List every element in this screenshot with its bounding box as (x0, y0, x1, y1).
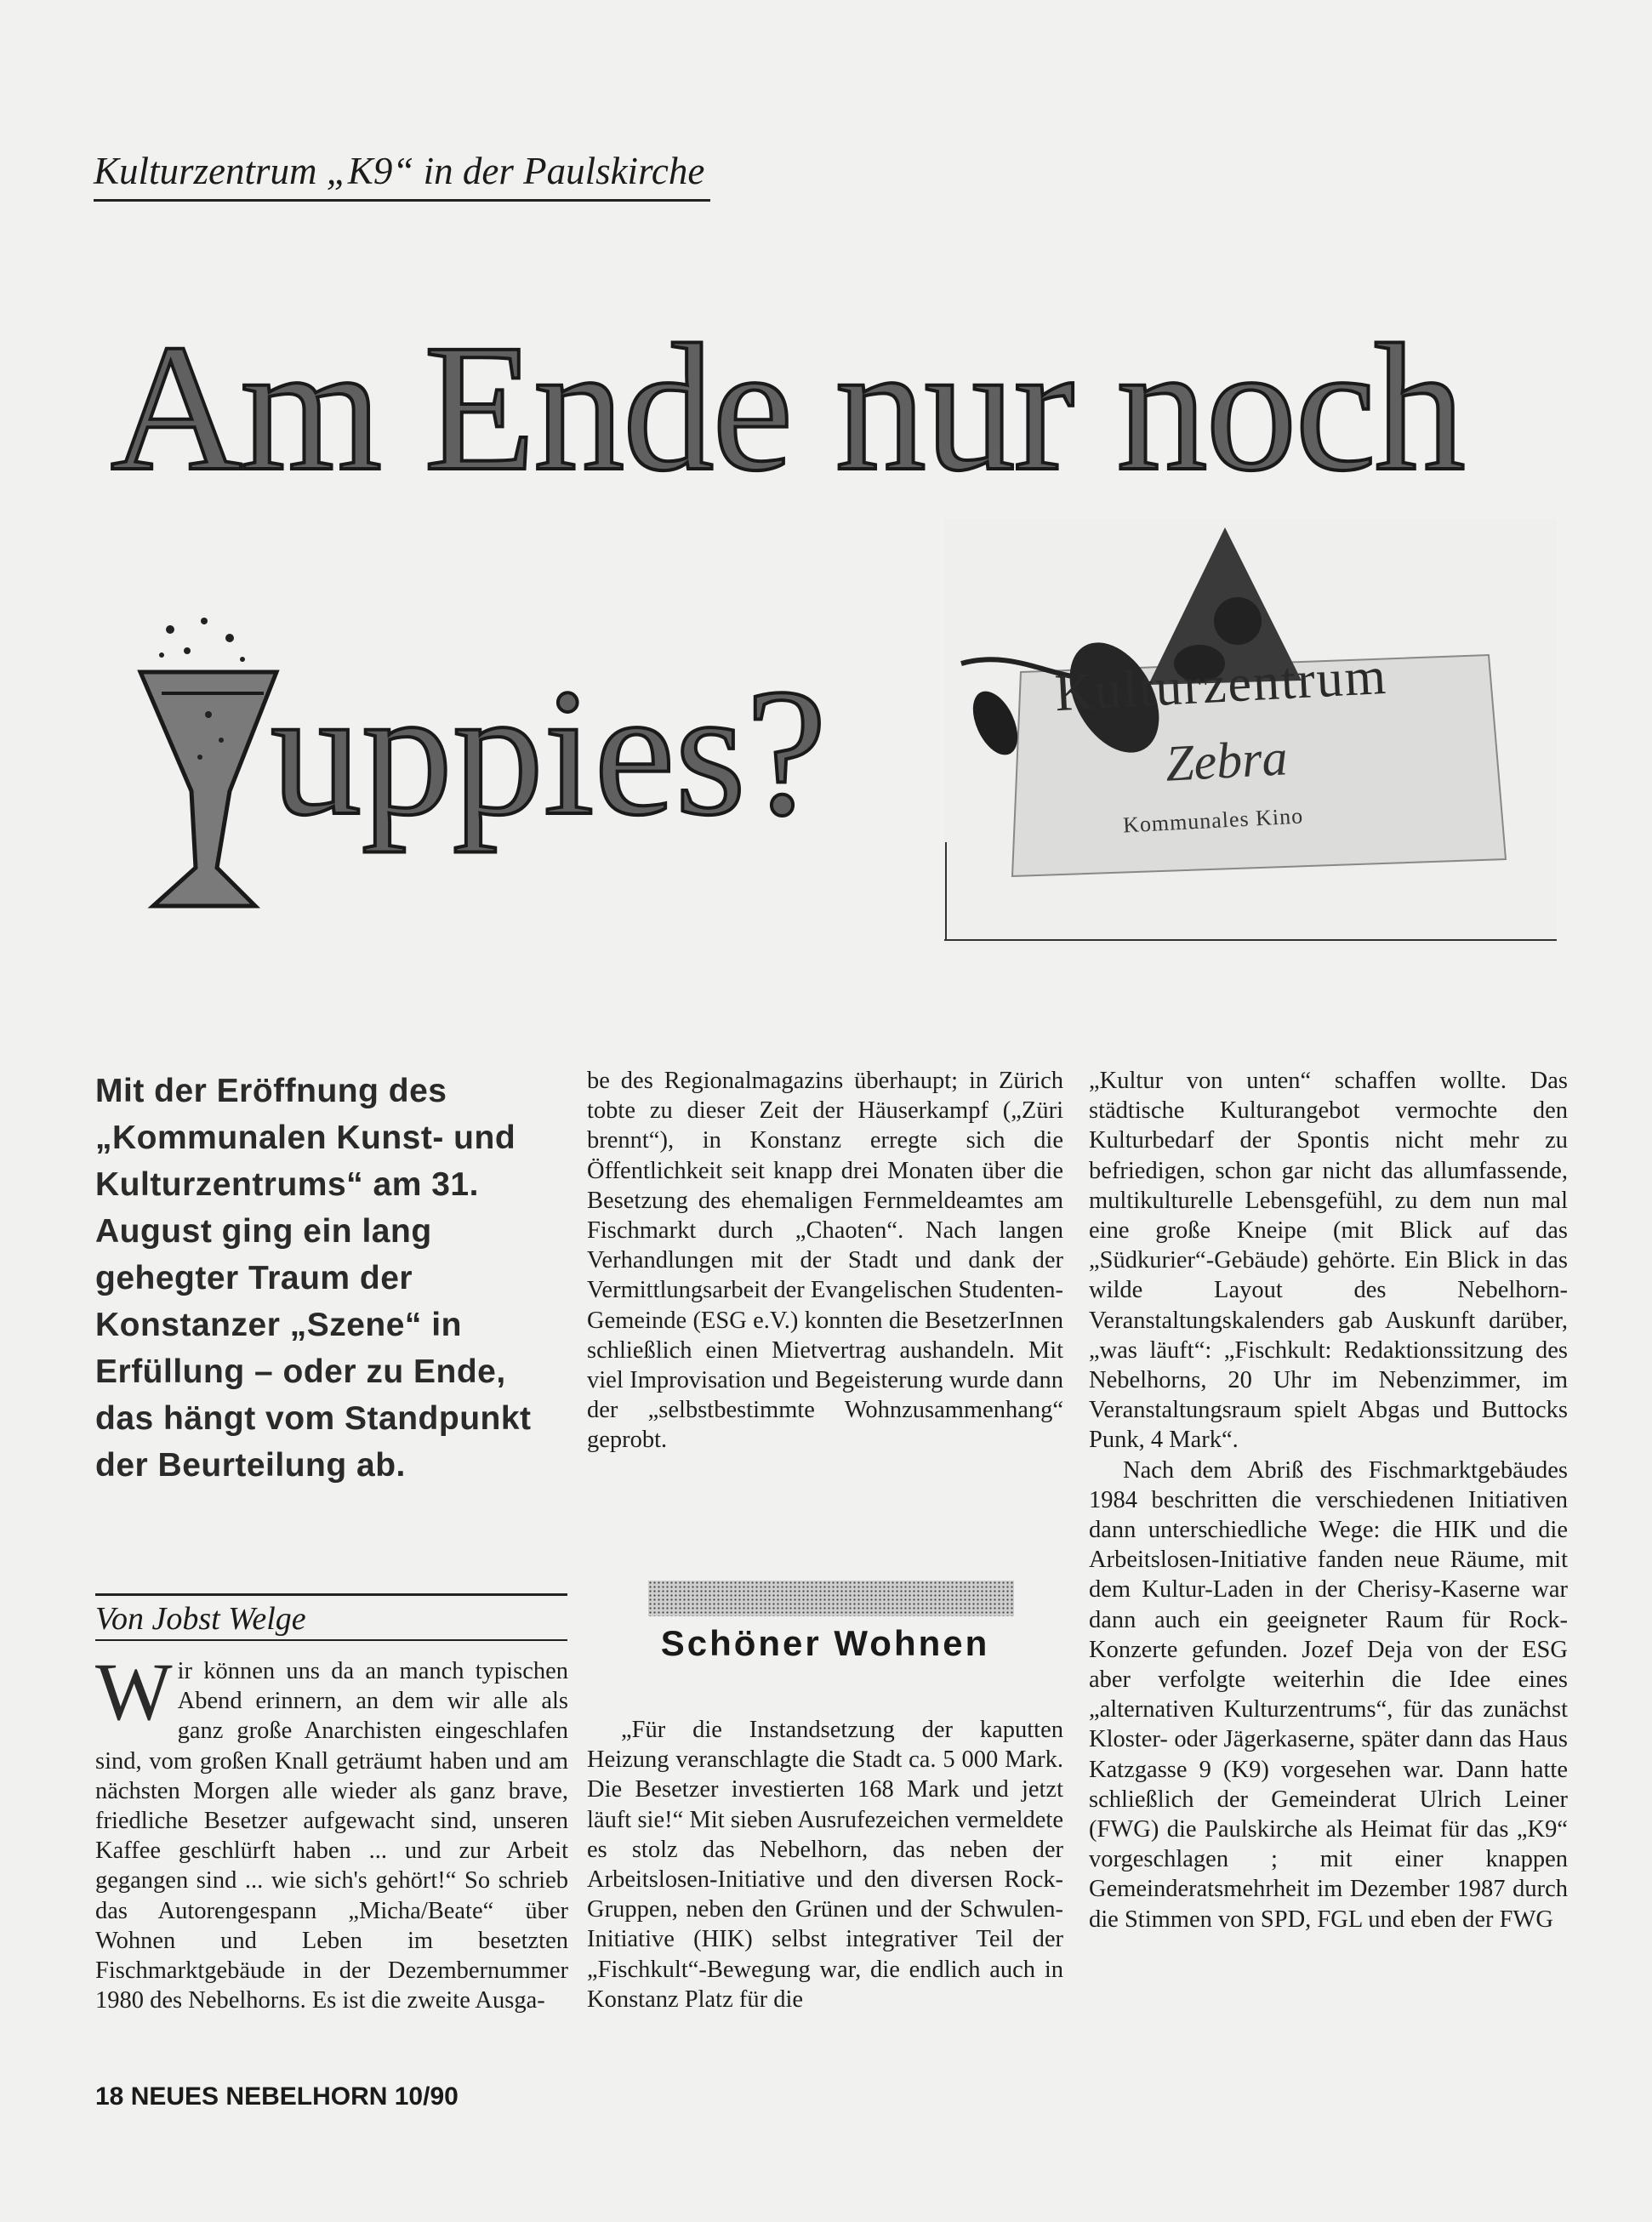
champagne-glass-icon (128, 612, 289, 919)
headline-line-1: Am Ende nur noch (111, 307, 1464, 509)
subhead-screen-bar (648, 1581, 1014, 1616)
sign-script-text: Zebra (1164, 729, 1289, 792)
body-column-3 (1089, 1066, 1568, 1934)
body-column-1-text: ir können uns da an manch typischen Abend erinnern, an dem wir alle als ganz große Anarchisten eingeschlafen sind, vom großen Knall geträumt haben und am nächsten Morgen alle wieder als ganz brave, friedliche Besetzer aufgewacht sind, unseren Kaffee geschlürft haben ... und zur Arbeit gegangen sind ... wie sich's gehört!“ So schrieb das Autorengespann „Micha/Beate“ über Wohnen und Leben im besetzten Fischmarktgebäude in der Dezembernummer 1980 des Nebelhorns. Es ist die zweite Ausga- (95, 1658, 568, 2014)
body-column-3a-text: „Kultur von unten“ schaffen wollte. Das städtische Kulturangebot vermochte den Kulturbedarf der Spontis nicht mehr zu befriedigen, schon gar nicht das allumfassende, multikulturelle Lebensgefühl, zu dem nun mal eine große Kneipe (mit Blick auf das „Südkurier“-Gebäude) gehörte. Ein Blick in das wilde Layout des Nebelhorn-Veranstaltungskalenders gab Auskunft darüber, „was läuft“: „Fischkult: Redaktionssitzung des Nebelhorns, 20 Uhr im Nebenzimmer, im Veranstaltungsraum spielt Abgas und Buttocks Punk, 4 Mark“. (1089, 1068, 1568, 1454)
sign-small-text: Kommunales Kino (1122, 803, 1304, 838)
body-column-2 (587, 1066, 1063, 1456)
byline: Von Jobst Welge (95, 1593, 567, 1640)
byline-rule (95, 1639, 567, 1641)
kicker-line: Kulturzentrum „K9“ in der Paulskirche (94, 146, 710, 202)
body-column-2b-text: „Für die Instandsetzung der kaputten Heizung veranschlagte die Stadt ca. 5 000 Mark. Die Besetzer investierten 168 Mark und jetzt läuft sie!“ Mit sieben Ausrufezeichen vermeldete es stolz das Nebelhorn, das neben der Arbeitslosen-Initiative und den diversen Rock-Gruppen, neben den Grünen und der Schwulen-Initiative (HIK) selbst integrativer Teil der „Fischkult“-Bewegung war, die endlich auch in Konstanz Platz für die (587, 1717, 1063, 2013)
drop-cap: W (95, 1646, 173, 1737)
sign-main-text: Kulturzentrum (1053, 647, 1389, 723)
lede-paragraph: Mit der Eröffnung des „Kommunalen Kunst- und Kulturzentrums“ am 31. August ging ein lang gehegter Traum der Konstanzer „Szene“ in Erfüllung – oder zu Ende, das hängt vom Standpunkt der Beurteilung ab. (95, 1073, 532, 1484)
body-column-3b-text: Nach dem Abriß des Fischmarktgebäudes 1984 beschritten die verschiedenen Initiativen dann unterschiedliche Wege: die HIK und die Arbeitslosen-Initiative fanden neue Räume, mit dem Kultur-Laden in der Cherisy-Kaserne war dann auch ein geeigneter Raum für Rock-Konzerte gefunden. Jozef Deja von der ESG aber verfolgte weiterhin die Idee eines „alternativen Kulturzentrums“, für das zunächst Kloster- oder Jägerkaserne, später dann das Haus Katzgasse 9 (K9) vorgesehen war. Dann hatte schließlich der Gemeinderat Ulrich Leiner (FWG) die Paulskirche als Heimat für das „K9“ vorgeschlagen ; mit einer knappen Gemeinderatsmehrheit im Dezember 1987 durch die Stimmen von SPD, FGL und eben der FWG (1089, 1456, 1568, 1933)
page-footer: 18 NEUES NEBELHORN 10/90 (95, 2082, 459, 2111)
subhead: Schöner Wohnen (660, 1623, 990, 1663)
body-column-2-text: be des Regionalmagazins überhaupt; in Zürich tobte zu dieser Zeit der Häuserkampf („Züri brennt“), in Konstanz erregte sich die Öffentlichkeit seit knapp drei Monaten über die Besetzung des ehemaligen Fernmeldeamtes am Fischmarkt durch „Chaoten“. Nach langen Verhandlungen mit der Stadt und dank der Vermittlungsarbeit der Evangelischen Studenten-Gemeinde (ESG e.V.) konnten die BesetzerInnen schließlich einen Mietvertrag aushandeln. Mit viel Improvisation und Begeisterung wurde dann der „selbstbestimmte Wohnzusammenhang“ geprobt. (587, 1068, 1063, 1454)
sign-photo (944, 519, 1557, 944)
body-column-1 (95, 1646, 568, 2015)
headline-line-2: uppies? (271, 652, 827, 853)
body-column-2-continued (587, 1715, 1063, 2014)
